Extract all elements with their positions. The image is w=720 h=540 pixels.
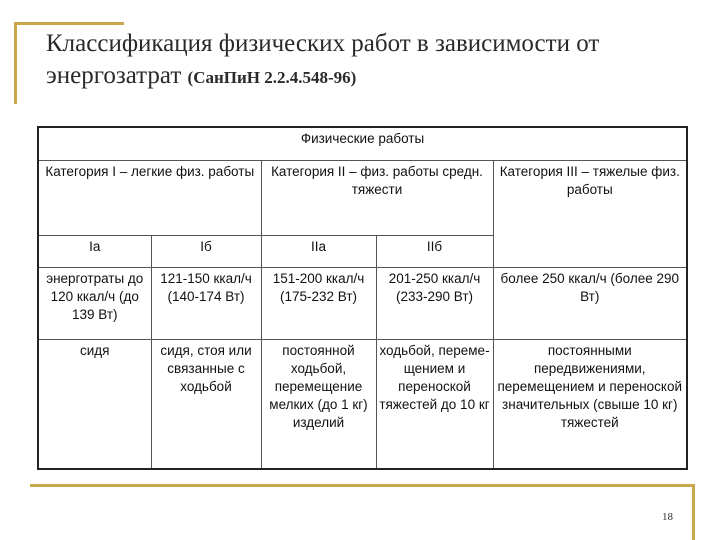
activity-cell-1a: сидя — [38, 339, 151, 469]
subcategory-2a: IIa — [261, 235, 376, 267]
activity-cell-2a: постоянной ходьбой, перемещение мелких (до 1 кг) изделий — [261, 339, 376, 469]
decor-bottom-vertical — [692, 484, 695, 540]
decor-frame-horizontal — [14, 22, 124, 25]
activity-cell-1b: сидя, стоя или связанные с ходьбой — [151, 339, 261, 469]
subcategory-2b: IIб — [376, 235, 493, 267]
title-line-2 — [46, 60, 696, 94]
energy-cell-1a: энерготраты до 120 ккал/ч (до 139 Вт) — [38, 267, 151, 339]
decor-bottom-rule — [30, 484, 692, 487]
title-subtitle: (СанПиН 2.2.4.548-96) — [187, 68, 357, 87]
energy-cell-1b: 121-150 ккал/ч (140-174 Вт) — [151, 267, 261, 339]
activity-cell-3: постоянными передвижениями, перемещением и переноской значительных (свыше 10 кг) тяжестей — [493, 339, 687, 469]
classification-table — [37, 126, 688, 470]
energy-cell-2a: 151-200 ккал/ч (175-232 Вт) — [261, 267, 376, 339]
activity-cell-2b: ходьбой, переме-щением и переноской тяжестей до 10 кг — [376, 339, 493, 469]
category-3-header: Категория III – тяжелые физ. работы — [493, 160, 687, 267]
table-header: Физические работы — [38, 127, 687, 160]
category-2-header: Категория II – физ. работы средн. тяжести — [261, 160, 493, 235]
slide-title — [46, 28, 696, 94]
subcategory-1a: Ia — [38, 235, 151, 267]
category-1-header: Категория I – легкие физ. работы — [38, 160, 261, 235]
decor-frame-vertical — [14, 22, 17, 104]
energy-cell-2b: 201-250 ккал/ч (233-290 Вт) — [376, 267, 493, 339]
title-line-1: Классификация физических работ в зависимости от — [46, 30, 600, 57]
title-line-2-text: энергозатрат — [46, 62, 188, 89]
subcategory-1b: Iб — [151, 235, 261, 267]
page-number: 18 — [662, 511, 673, 523]
energy-cell-3: более 250 ккал/ч (более 290 Вт) — [493, 267, 687, 339]
